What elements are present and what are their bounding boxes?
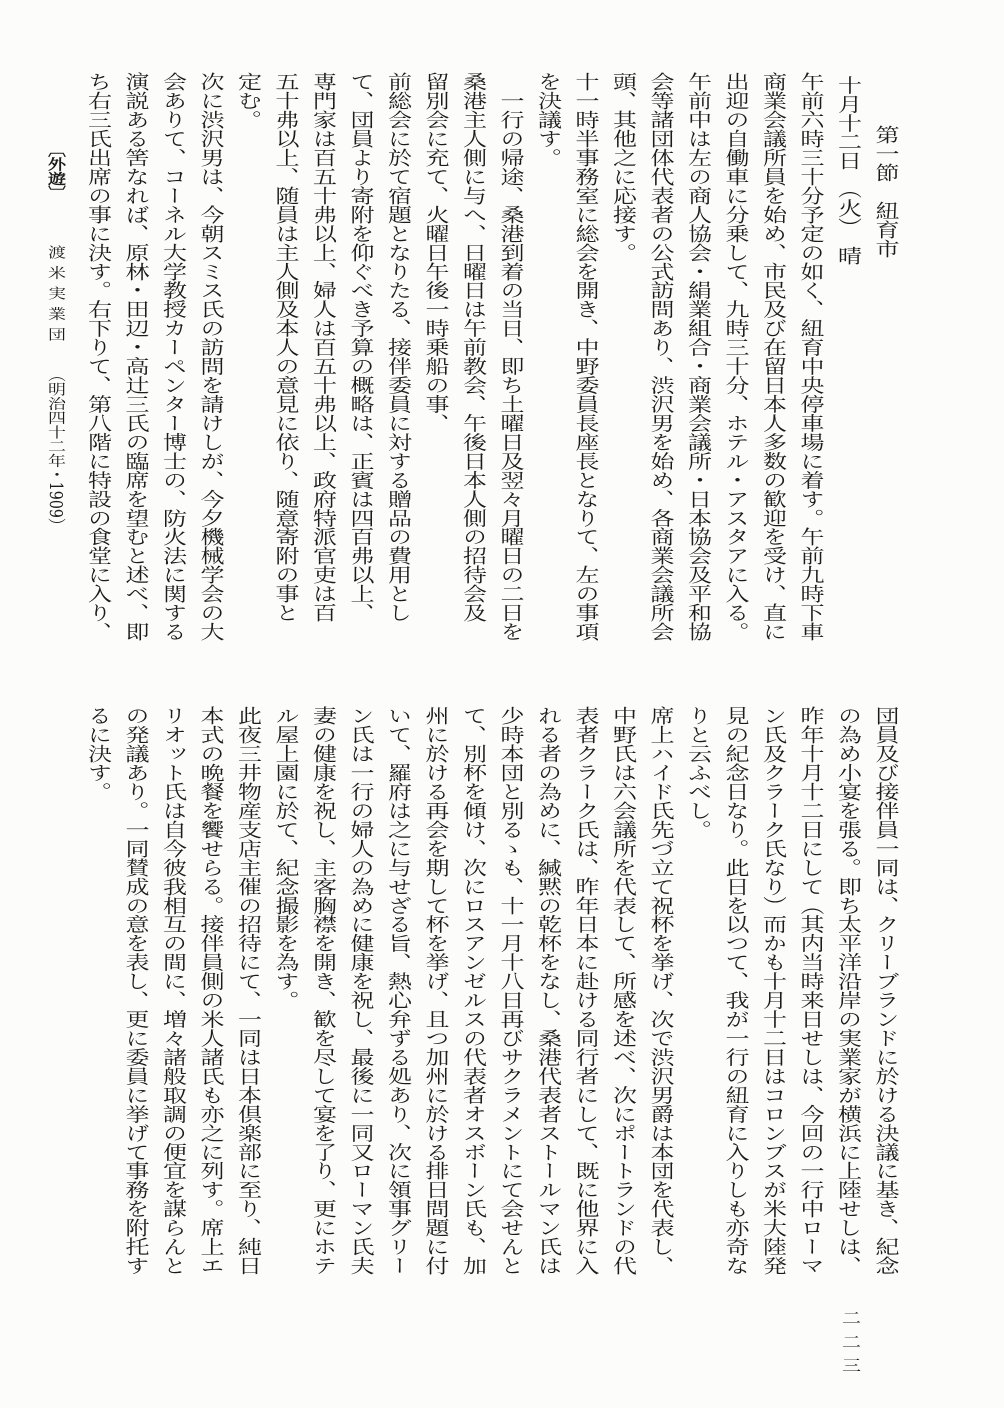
date-line: 十月十二日 （火） 晴 bbox=[833, 75, 862, 265]
upper-text-line-17: 次に渋沢男は、今朝スミス氏の訪問を請けしが、今夕機械学会の大 bbox=[196, 72, 224, 641]
upper-text-line-18: 会ありて、コーネル大学教授カーペンター博士の、防火法に関する bbox=[158, 72, 187, 641]
upper-text-line-7: 十一時半事務室に総会を開き、中野委員長座長となりて、左の事項 bbox=[571, 72, 599, 641]
upper-text-line-14: 専門家は百五十弗以上、婦人は百五十弗以上、政府特派官吏は百 bbox=[308, 72, 337, 622]
running-head-category: 〔外遊〕 bbox=[45, 143, 66, 200]
lower-text-line-22: るに決す。 bbox=[83, 706, 112, 801]
running-head-title: 渡米実業団 bbox=[45, 245, 66, 348]
upper-text-line-5: 会等諸団体代表者の公式訪問あり、渋沢男を始め、各商業会議所会 bbox=[646, 72, 674, 641]
lower-text-line-7: 席上ハイド氏先づ立て祝杯を挙げ、次で渋沢男爵は本団を代表し、 bbox=[646, 706, 674, 1275]
upper-text-line-2: 商業会議所員を始め、市民及び在留日本人多数の歓迎を受け、直に bbox=[758, 72, 787, 641]
upper-text-line-9: 一行の帰途、桑港到着の当日、即ち土曜日及翌々月曜日の二日を bbox=[496, 90, 524, 641]
upper-text-line-1: 午前六時三十分予定の如く、紐育中央停車場に着す。午前九時下車 bbox=[796, 72, 824, 641]
lower-text-line-8: 中野氏は六会議所を代表して、所感を述べ、次にポートランドの代 bbox=[608, 706, 637, 1275]
upper-text-line-20: ち右三氏出席の事に決す。右下りて、第八階に特設の食堂に入り、 bbox=[83, 72, 112, 641]
lower-text-line-20: リオット氏は自今彼我相互の間に、増々諸般取調の便宜を謀らんと bbox=[158, 706, 187, 1275]
upper-text-line-6: 頭、其他之に応接す。 bbox=[608, 72, 637, 262]
lower-text-line-13: 州に於ける再会を期して杯を挙げ、且つ加州に於ける排日問題に付 bbox=[421, 706, 449, 1275]
lower-text-line-5: 見の紀念日なり。此日を以つて、我が一行の紐育に入りしも亦奇な bbox=[721, 706, 749, 1275]
lower-text-line-21: の発議あり。一同賛成の意を表し、更に委員に挙げて事務を附托す bbox=[121, 706, 149, 1275]
lower-text-line-10: れる者の為めに、緘黙の乾杯をなし、桑港代表者ストールマン氏は bbox=[533, 706, 562, 1275]
upper-text-line-13: て、団員より寄附を仰ぐべき予算の概略は、正賓は四百弗以上、 bbox=[346, 72, 374, 622]
upper-text-block bbox=[78, 72, 903, 641]
page-number: 二二三 bbox=[839, 1310, 861, 1382]
lower-text-line-19: 本式の晩餐を饗せらる。接伴員側の米人諸氏も亦之に列す。席上エ bbox=[196, 706, 224, 1275]
upper-text-line-15: 五十弗以上、随員は主人側及本人の意見に依り、随意寄附の事と bbox=[271, 72, 299, 622]
upper-text-line-8: を決議す。 bbox=[533, 72, 562, 167]
upper-text-line-11: 留別会に充て、火曜日午後一時乗船の事、 bbox=[421, 72, 449, 433]
upper-text-line-10: 桑港主人側に与へ、日曜日は午前教会、午後日本人側の招待会及 bbox=[458, 72, 487, 622]
lower-text-block bbox=[78, 706, 903, 1275]
lower-text-line-14: いて、羅府は之に与せざる旨、熱心弁ずる処あり、次に領事グリー bbox=[383, 706, 412, 1275]
lower-text-line-4: ン氏及クラーク氏なり）而かも十月十二日はコロンブスが米大陸発 bbox=[758, 706, 787, 1275]
lower-text-line-6: りと云ふべし。 bbox=[683, 706, 712, 839]
section-heading: 第一節 紐育市 bbox=[871, 124, 899, 258]
lower-text-line-9: 表者クラーク氏は、昨年日本に赴ける同行者にして、既に他界に入 bbox=[571, 706, 599, 1275]
upper-text-line-16: 定む。 bbox=[233, 72, 262, 129]
lower-text-line-2: の為め小宴を張る。即ち太平洋沿岸の実業家が横浜に上陸せしは、 bbox=[833, 706, 862, 1275]
lower-text-line-3: 昨年十月十二日にして（其内当時来日せしは、今回の一行中ローマ bbox=[796, 706, 824, 1275]
lower-text-line-15: ン氏は一行の婦人の為めに健康を祝し、最後に一同又ローマン氏夫 bbox=[346, 706, 374, 1275]
upper-text-line-12: 前総会に於て宿題となりたる、接伴委員に対する贈品の費用とし bbox=[383, 72, 412, 622]
upper-text-line-4: 午前中は左の商人協会・絹業組合・商業会議所・日本協会及平和協 bbox=[683, 72, 712, 641]
upper-text-line-19: 演説ある筈なれば、原林・田辺・高辻三氏の臨席を望むと述べ、即 bbox=[121, 72, 149, 641]
lower-text-line-11: 少時本団と別るゝも、十一月十八日再びサクラメントにて会せんと bbox=[496, 706, 524, 1275]
lower-text-line-16: 妻の健康を祝し、主客胸襟を開き、歓を尽して宴を了り、更にホテ bbox=[308, 706, 337, 1275]
upper-text-line-3: 出迎の自働車に分乗して、九時三十分、ホテル・アスタアに入る。 bbox=[721, 72, 749, 641]
lower-text-line-18: 此夜三井物産支店主催の招待にて、一同は日本倶楽部に至り、純日 bbox=[233, 706, 262, 1275]
running-head-period: （明治四十二年・1909） bbox=[45, 368, 66, 533]
lower-text-line-12: て、別杯を傾け、次にロスアンゼルスの代表者オスボーン氏も、加 bbox=[458, 706, 487, 1275]
lower-text-line-17: ル屋上園に於て、紀念撮影を為す。 bbox=[271, 706, 299, 1010]
lower-text-line-1: 団員及び接伴員一同は、クリーブランドに於ける決議に基き、紀念 bbox=[871, 706, 899, 1275]
